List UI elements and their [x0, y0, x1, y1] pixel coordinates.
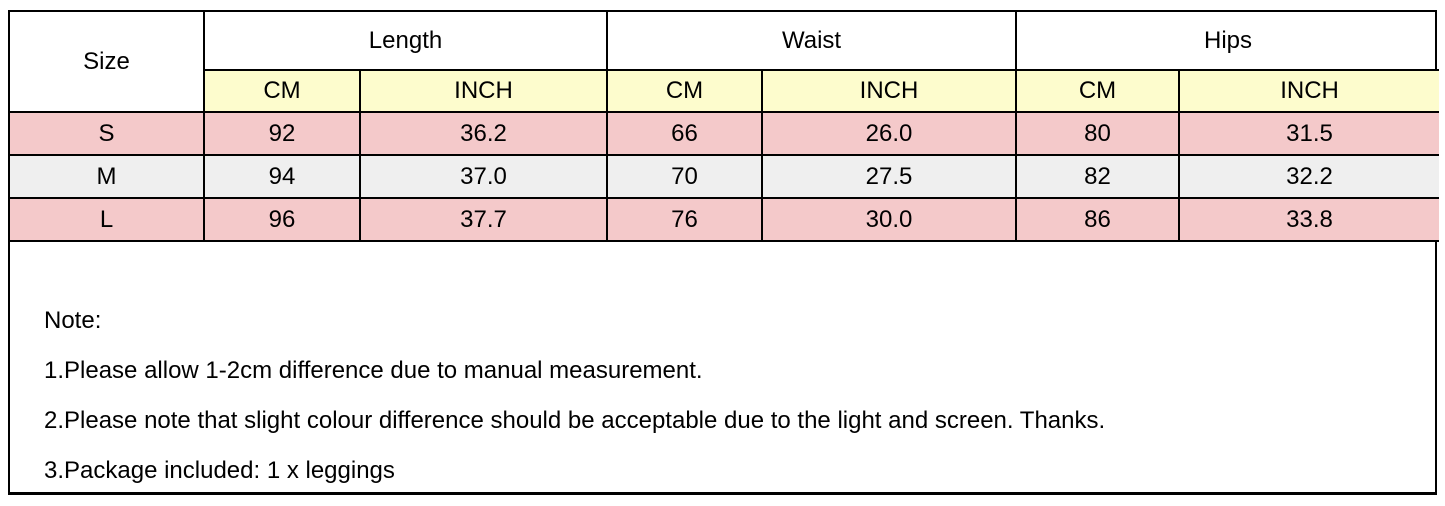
waist-cm-cell: 70 [607, 155, 762, 198]
unit-header-waist-inch: INCH [762, 70, 1016, 112]
length-cm-cell: 96 [204, 198, 360, 241]
unit-header-length-cm: CM [204, 70, 360, 112]
size-column-header: Size [10, 12, 204, 112]
size-chart-table [10, 12, 1439, 242]
note-line-1: 1.Please allow 1-2cm difference due to manual measurement. [44, 357, 703, 384]
note-line-3: 3.Package included: 1 x leggings [44, 457, 395, 484]
group-header-waist: Waist [607, 12, 1016, 70]
length-cm-cell: 92 [204, 112, 360, 155]
hips-inch-cell: 32.2 [1179, 155, 1439, 198]
table-row-l [10, 198, 1439, 241]
chart-outer-border [8, 10, 1437, 495]
length-inch-cell: 37.0 [360, 155, 607, 198]
unit-header-row [10, 70, 1439, 112]
hips-cm-cell: 86 [1016, 198, 1179, 241]
table-row-s [10, 112, 1439, 155]
note-line-2: 2.Please note that slight colour difference should be acceptable due to the light and screen. Thanks. [44, 407, 1106, 434]
waist-inch-cell: 27.5 [762, 155, 1016, 198]
notes-section [10, 242, 1435, 483]
size-cell: L [10, 198, 204, 241]
size-cell: S [10, 112, 204, 155]
table-row-m [10, 155, 1439, 198]
length-inch-cell: 36.2 [360, 112, 607, 155]
group-header-hips: Hips [1016, 12, 1439, 70]
hips-inch-cell: 33.8 [1179, 198, 1439, 241]
unit-header-hips-inch: INCH [1179, 70, 1439, 112]
waist-inch-cell: 26.0 [762, 112, 1016, 155]
waist-inch-cell: 30.0 [762, 198, 1016, 241]
waist-cm-cell: 76 [607, 198, 762, 241]
notes-title: Note: [44, 307, 102, 334]
length-inch-cell: 37.7 [360, 198, 607, 241]
size-cell: M [10, 155, 204, 198]
length-cm-cell: 94 [204, 155, 360, 198]
unit-header-length-inch: INCH [360, 70, 607, 112]
hips-cm-cell: 82 [1016, 155, 1179, 198]
hips-inch-cell: 31.5 [1179, 112, 1439, 155]
hips-cm-cell: 80 [1016, 112, 1179, 155]
unit-header-hips-cm: CM [1016, 70, 1179, 112]
unit-header-waist-cm: CM [607, 70, 762, 112]
group-header-length: Length [204, 12, 607, 70]
group-header-row [10, 12, 1439, 70]
waist-cm-cell: 66 [607, 112, 762, 155]
